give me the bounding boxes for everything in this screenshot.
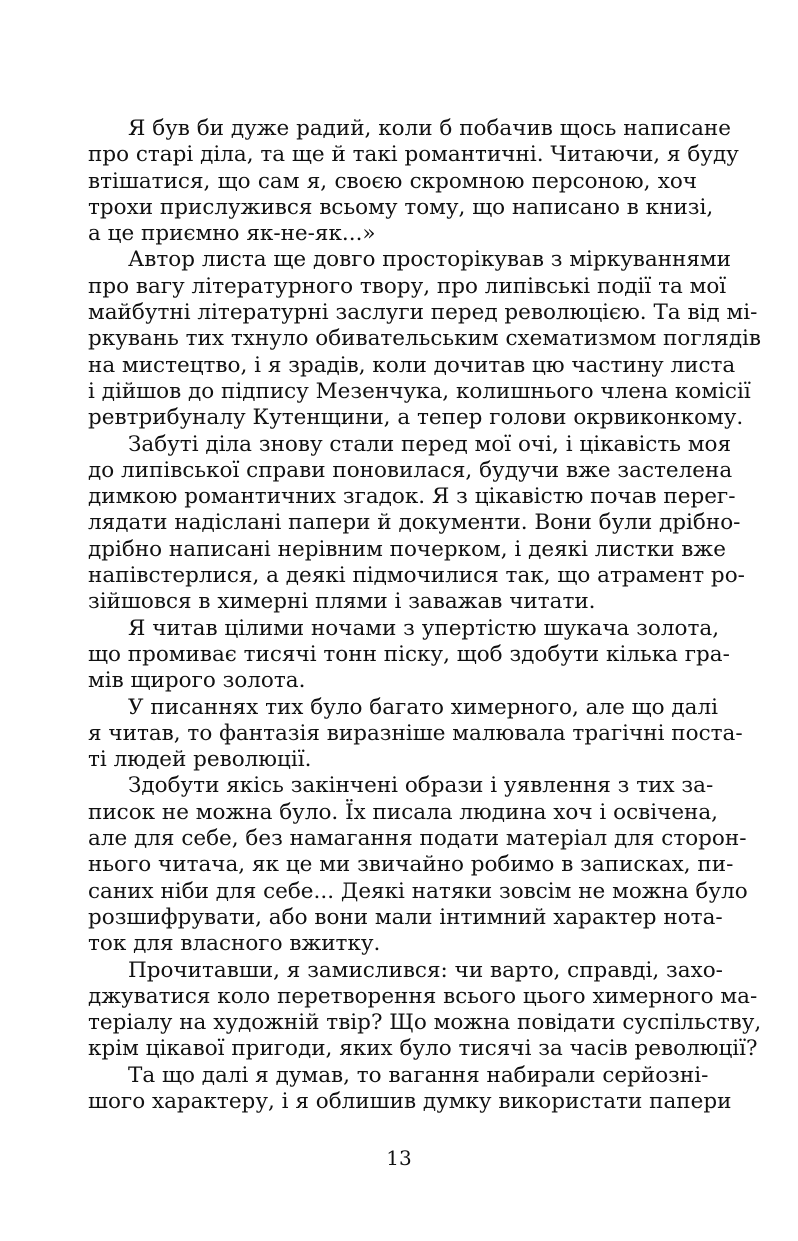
text-line: Забуті діла знову стали перед мої очі, і цікавість моя: [128, 431, 732, 457]
text-line: напівстерлися, а деякі підмочилися так, що атрамент ро-: [88, 563, 745, 589]
text-line: димкою романтичних згадок. Я з цікавістю почав перег-: [88, 484, 736, 510]
text-line: Та що далі я думав, то вагання набирали серйозні-: [128, 1062, 709, 1088]
body-text: [88, 116, 762, 1115]
text-line: ркувань тих тхнуло обивательським схематизмом поглядів: [88, 326, 762, 352]
text-line: розшифрувати, або вони мали інтимний характер нота-: [88, 904, 723, 930]
text-line: Автор листа ще довго просторікував з міркуваннями: [128, 247, 731, 273]
text-line: мів щирого золота.: [88, 668, 306, 694]
text-line: саних ніби для себе... Деякі натяки зовсім не можна було: [88, 878, 748, 904]
text-line: Я читав цілими ночами з упертістю шукача золота,: [128, 615, 720, 641]
text-line: теріалу на художній твір? Що можна повідати суспільству,: [88, 1010, 762, 1036]
text-line: шого характеру, і я облишив думку використати папери: [88, 1088, 732, 1114]
text-line: Я був би дуже радий, коли б побачив щось написане: [128, 116, 731, 141]
text-line: дрібно написані нерівним почерком, і деякі листки вже: [88, 536, 726, 562]
text-line: ревтрибуналу Кутенщини, а тепер голови окрвиконкому.: [88, 405, 744, 431]
text-line: що промиває тисячі тонн піску, щоб здобути кілька гра-: [88, 641, 730, 667]
text-line: У писаннях тих було багато химерного, але що далі: [128, 694, 719, 720]
text-line: зійшовся в химерні плями і заважав читати.: [88, 589, 596, 615]
text-line: я читав, то фантазія виразніше малювала трагічні поста-: [88, 720, 743, 746]
text-line: ток для власного вжитку.: [88, 931, 381, 957]
text-line: але для себе, без намагання подати матеріал для сторон-: [88, 826, 747, 852]
text-line: і дійшов до підпису Мезенчука, колишнього члена комісії: [88, 378, 751, 404]
text-line: а це приємно як-не-як...»: [88, 221, 376, 247]
text-line: нього читача, як це ми звичайно робимо в записках, пи-: [88, 852, 734, 878]
text-line: крім цікавої пригоди, яких було тисячі за часів революції?: [88, 1036, 758, 1062]
text-line: джуватися коло перетворення всього цього химерного ма-: [88, 983, 758, 1009]
text-line: до липівської справи поновилася, будучи вже застелена: [88, 457, 733, 483]
text-line: Прочитавши, я замислився: чи варто, справді, захо-: [128, 957, 723, 983]
text-line: про старі діла, та ще й такі романтичні. Читаючи, я буду: [88, 142, 739, 168]
text-line: про вагу літературного твору, про липівські події та мої: [88, 273, 727, 299]
text-line: трохи прислужився всьому тому, що написано в книзі,: [88, 194, 714, 220]
text-line: лядати надіслані папери й документи. Вони були дрібно-: [88, 510, 741, 536]
text-line: майбутні літературні заслуги перед революцією. Та від мі-: [88, 300, 758, 326]
text-line: втішатися, що сам я, своєю скромною персоною, хоч: [88, 168, 697, 194]
text-line: писок не можна було. Їх писала людина хоч і освічена,: [88, 799, 719, 825]
text-line: на мистецтво, і я зрадів, коли дочитав цю частину листа: [88, 352, 736, 378]
page-number: 13: [386, 1146, 412, 1170]
text-line: ті людей революції.: [88, 747, 312, 773]
text-line: Здобути якісь закінчені образи і уявлення з тих за-: [128, 773, 714, 799]
